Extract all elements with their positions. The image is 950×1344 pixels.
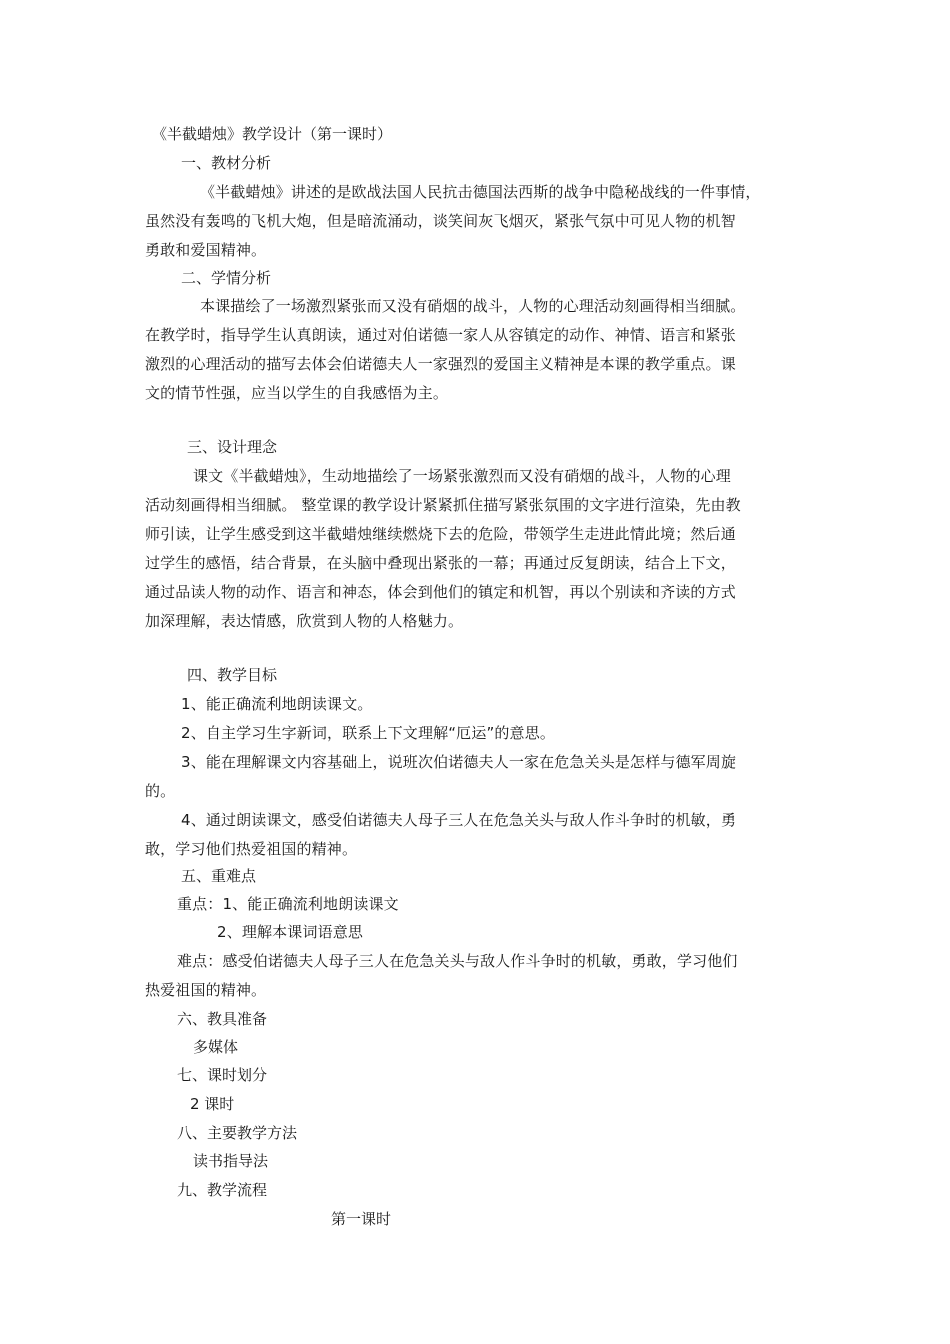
difficulty-line-continued: 热爱祖国的精神。: [145, 981, 267, 999]
goal-item: 4、通过朗读课文，感受伯诺德夫人母子三人在危急关头与敌人作斗争时的机敏，勇: [181, 811, 737, 829]
paragraph-line: 课文《半截蜡烛》，生动地描绘了一场紧张激烈而又没有硝烟的战斗，人物的心理: [193, 467, 731, 485]
goal-item-continued: 的。: [145, 782, 176, 800]
section-heading-teaching-aids: 六、教具准备: [177, 1010, 268, 1028]
section-heading-student-analysis: 二、学情分析: [181, 269, 272, 287]
section-heading-lesson-periods: 七、课时划分: [177, 1066, 268, 1084]
paragraph-line: 在教学时，指导学生认真朗读，通过对伯诺德一家人从容镇定的动作、神情、语言和紧张: [145, 326, 736, 344]
paragraph-line: 过学生的感悟，结合背景，在头脑中叠现出紧张的一幕；再通过反复朗读，结合上下文，: [145, 554, 736, 572]
paragraph-line: 通过品读人物的动作、语言和神态，体会到他们的镇定和机智，再以个别读和齐读的方式: [145, 583, 736, 601]
paragraph-line: 加深理解，表达情感，欣赏到人物的人格魅力。: [145, 612, 464, 630]
document-title: 《半截蜡烛》教学设计（第一课时）: [152, 125, 393, 143]
section-text-teaching-methods: 读书指导法: [193, 1152, 269, 1170]
key-point-line: 2、理解本课词语意思: [217, 923, 364, 941]
section-text-teaching-aids: 多媒体: [193, 1038, 239, 1056]
goal-item: 3、能在理解课文内容基础上，说班次伯诺德夫人一家在危急关头是怎样与德军周旋: [181, 753, 737, 771]
paragraph-line: 激烈的心理活动的描写去体会伯诺德夫人一家强烈的爱国主义精神是本课的教学重点。课: [145, 355, 736, 373]
sub-heading-first-lesson: 第一课时: [331, 1210, 392, 1228]
paragraph-line: 《半截蜡烛》讲述的是欧战法国人民抗击德国法西斯的战争中隐秘战线的一件事情，: [200, 183, 761, 201]
difficulty-line: 难点：感受伯诺德夫人母子三人在危急关头与敌人作斗争时的机敏，勇敢，学习他们: [177, 952, 738, 970]
paragraph-line: 活动刻画得相当细腻。 整堂课的教学设计紧紧抓住描写紧张氛围的文字进行渲染，先由教: [145, 496, 741, 514]
section-text-lesson-periods: 2 课时: [190, 1095, 235, 1113]
paragraph-line: 本课描绘了一场激烈紧张而又没有硝烟的战斗，人物的心理活动刻画得相当细腻。: [200, 297, 746, 315]
paragraph-line: 虽然没有轰鸣的飞机大炮，但是暗流涌动，谈笑间灰飞烟灭，紧张气氛中可见人物的机智: [145, 212, 736, 230]
section-heading-teaching-methods: 八、主要教学方法: [177, 1124, 298, 1142]
goal-item: 1、能正确流利地朗读课文。: [181, 695, 373, 713]
key-point-line: 重点：1、能正确流利地朗读课文: [177, 895, 399, 913]
paragraph-line: 文的情节性强，应当以学生的自我感悟为主。: [145, 384, 449, 402]
section-heading-design-concept: 三、设计理念: [187, 438, 278, 456]
goal-item-continued: 敢，学习他们热爱祖国的精神。: [145, 840, 358, 858]
paragraph-line: 师引读，让学生感受到这半截蜡烛继续燃烧下去的危险，带领学生走进此情此境；然后通: [145, 525, 736, 543]
section-heading-teaching-process: 九、教学流程: [177, 1181, 268, 1199]
paragraph-line: 勇敢和爱国精神。: [145, 241, 267, 259]
goal-item: 2、自主学习生字新词，联系上下文理解“厄运”的意思。: [181, 724, 555, 742]
section-heading-key-points: 五、重难点: [181, 867, 257, 885]
section-heading-teaching-goals: 四、教学目标: [187, 666, 278, 684]
section-heading-textbook-analysis: 一、教材分析: [181, 154, 272, 172]
